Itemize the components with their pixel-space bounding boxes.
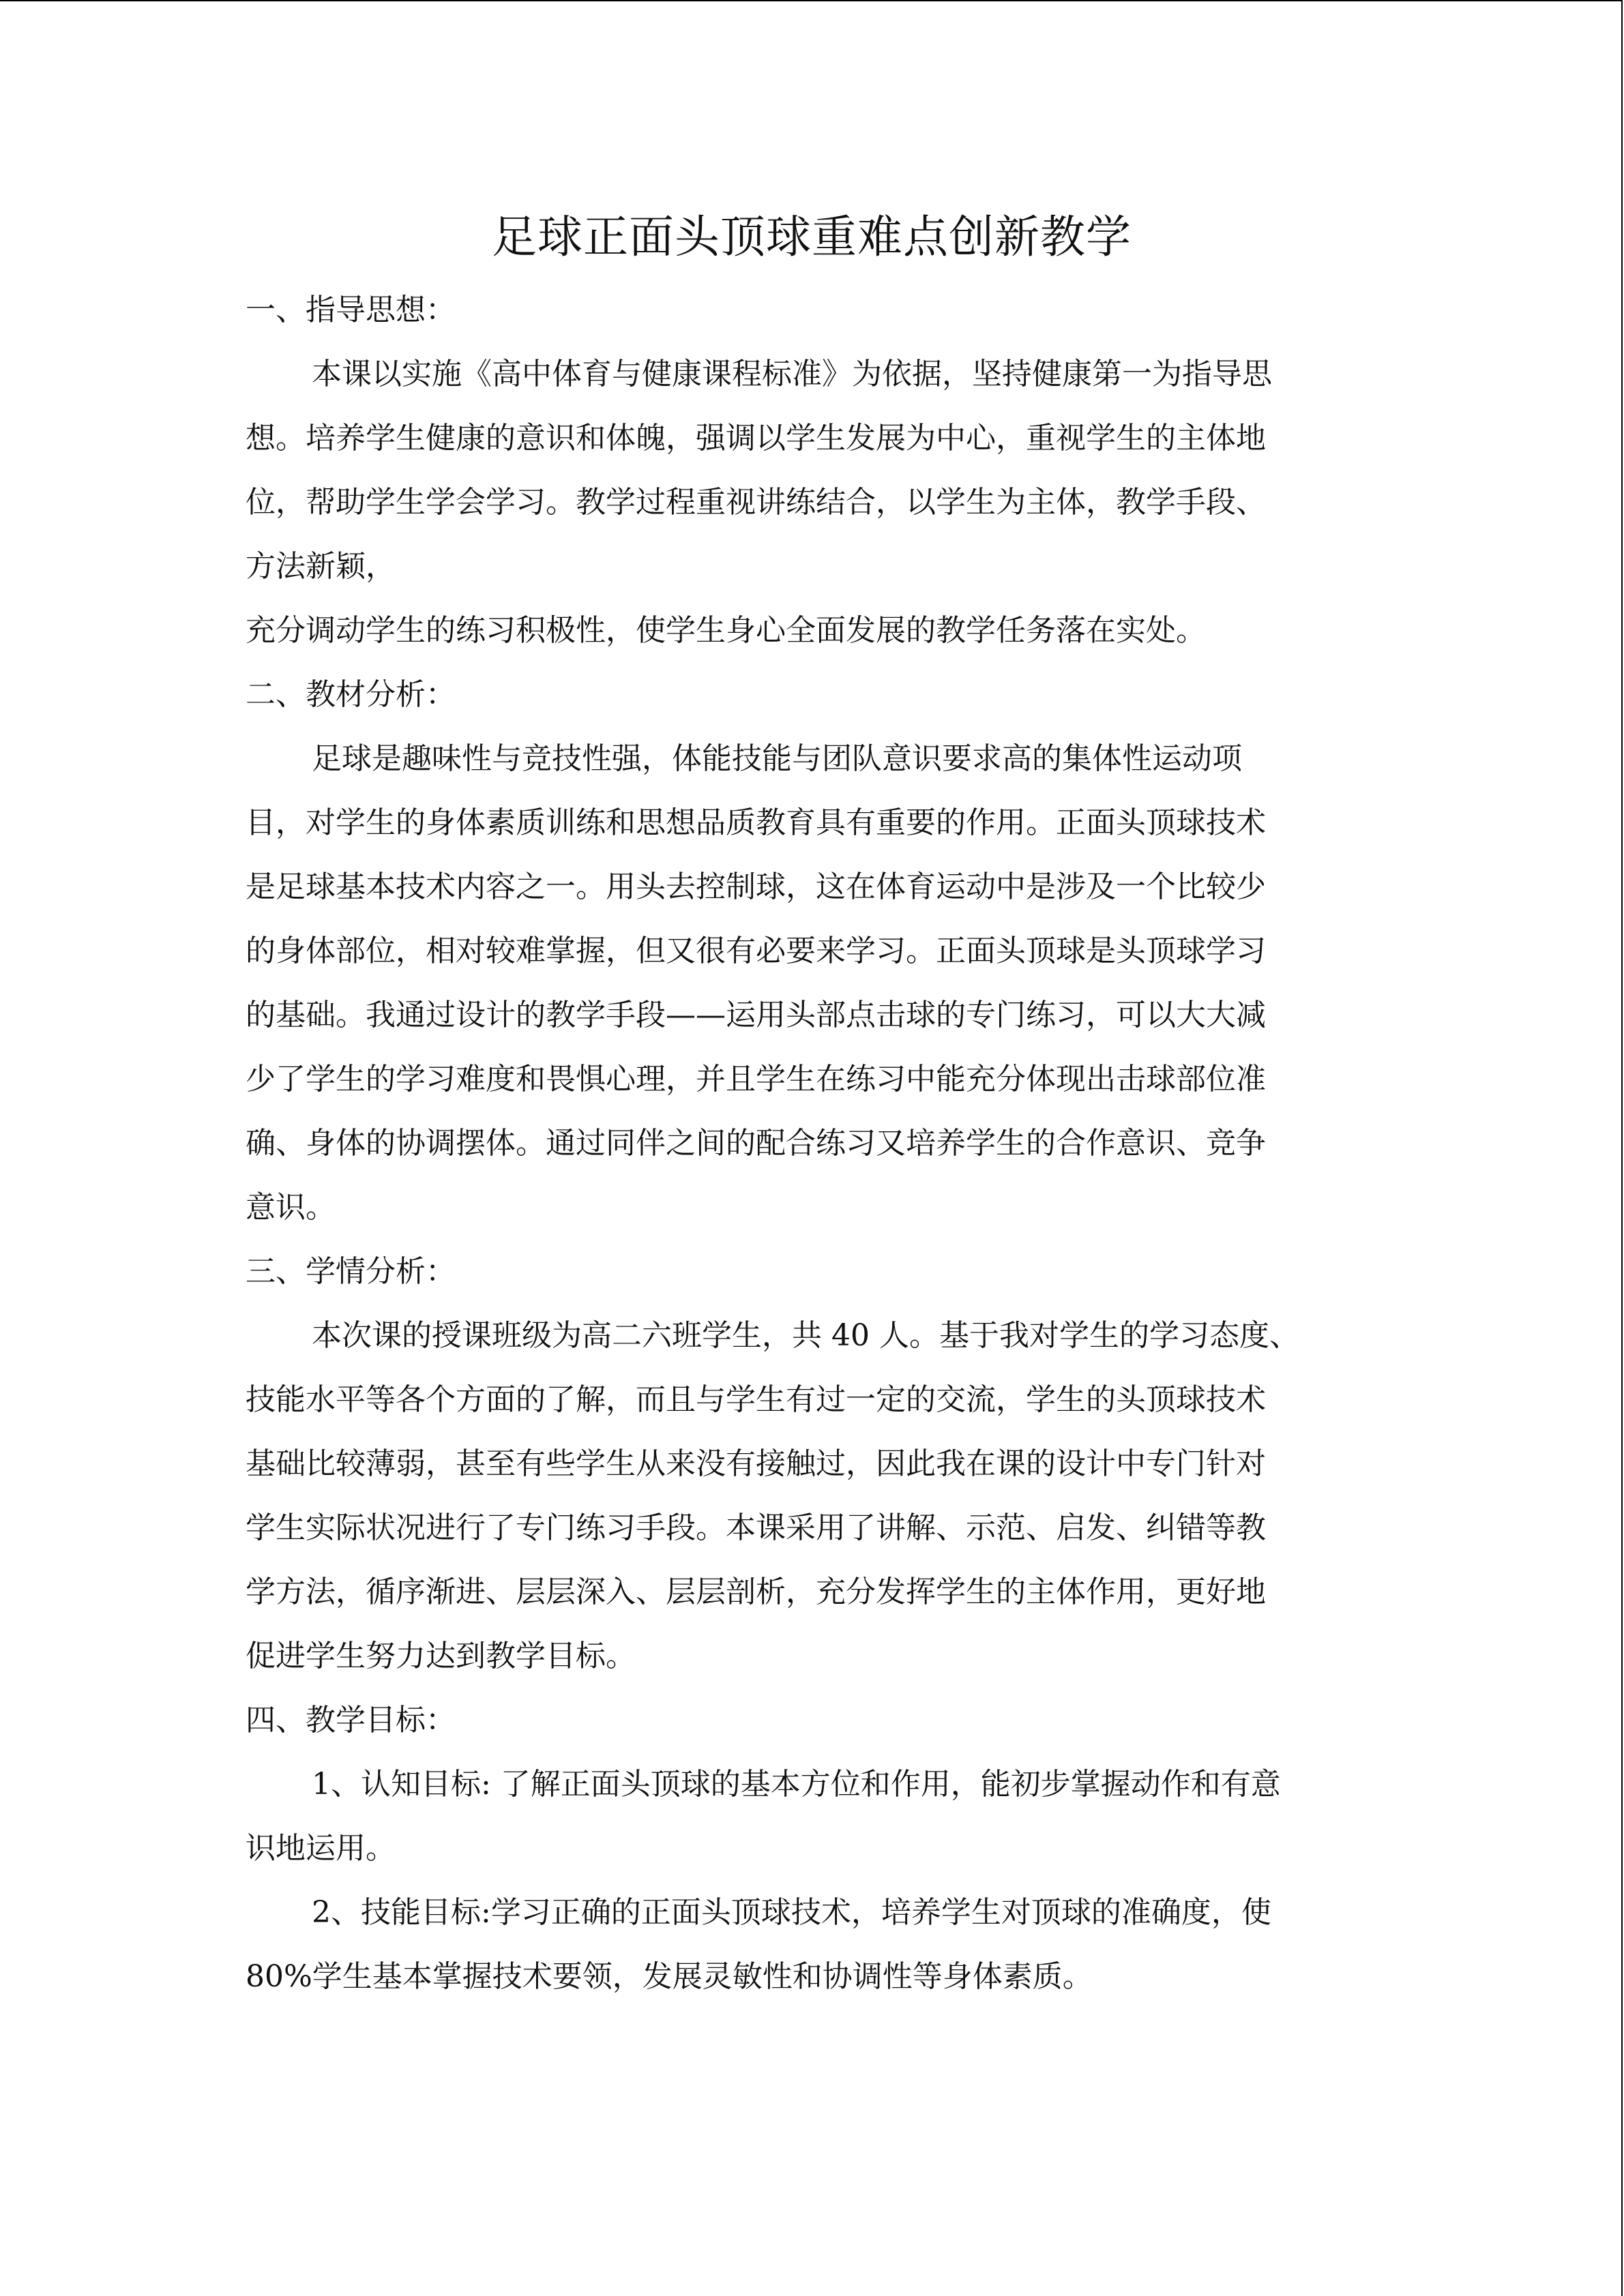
section-heading: 一、指导思想：	[246, 293, 456, 327]
document-title: 足球正面头顶球重难点创新教学	[492, 211, 1132, 263]
text-line: 目，对学生的身体素质训练和思想品质教育具有重要的作用。正面头顶球技术	[246, 805, 1266, 840]
text-line: 少了学生的学习难度和畏惧心理，并且学生在练习中能充分体现出击球部位准	[246, 1062, 1266, 1097]
text-line: 学生实际状况进行了专门练习手段。本课采用了讲解、示范、启发、纠错等教	[246, 1510, 1266, 1545]
paragraph	[246, 1304, 1378, 1688]
text-line: 2、技能目标:学习正确的正面头顶球技术，培养学生对顶球的准确度，使	[312, 1895, 1271, 1930]
document-body	[246, 205, 1378, 2009]
text-line: 识地运用。	[246, 1831, 396, 1866]
text-line: 想。培养学生健康的意识和体魄，强调以学生发展为中心，重视学生的主体地	[246, 421, 1266, 456]
text-line: 80%学生基本掌握技术要领，发展灵敏性和协调性等身体素质。	[246, 1959, 1093, 1994]
text-line: 确、身体的协调摆体。通过同伴之间的配合练习又培养学生的合作意识、竞争	[246, 1126, 1266, 1161]
text-line: 技能水平等各个方面的了解，而且与学生有过一定的交流，学生的头顶球技术	[246, 1382, 1266, 1417]
text-line: 本次课的授课班级为高二六班学生，共 40 人。基于我对学生的学习态度、	[312, 1318, 1299, 1353]
paragraph	[246, 599, 1378, 663]
text-line: 基础比较薄弱，甚至有些学生从来没有接触过，因此我在课的设计中专门针对	[246, 1446, 1266, 1481]
paragraph	[246, 1753, 1378, 1881]
text-line: 的基础。我通过设计的教学手段——运用头部点击球的专门练习，可以大大减	[246, 998, 1266, 1032]
paragraph	[246, 1881, 1378, 2009]
text-line: 充分调动学生的练习积极性，使学生身心全面发展的教学任务落在实处。	[246, 613, 1206, 648]
text-line: 的身体部位，相对较难掌握，但又很有必要来学习。正面头顶球是头顶球学习	[246, 934, 1266, 968]
text-line: 学方法，循序渐进、层层深入、层层剖析，充分发挥学生的主体作用，更好地	[246, 1575, 1266, 1609]
text-line: 意识。	[246, 1190, 336, 1225]
text-line: 是足球基本技术内容之一。用头去控制球，这在体育运动中是涉及一个比较少	[246, 869, 1266, 904]
paragraph	[246, 727, 1378, 1240]
text-line: 足球是趣味性与竞技性强，体能技能与团队意识要求高的集体性运动项	[312, 741, 1242, 776]
text-line: 位，帮助学生学会学习。教学过程重视讲练结合，以学生为主体，教学手段、	[246, 485, 1266, 520]
paragraph	[246, 342, 1378, 599]
text-line: 本课以实施《高中体育与健康课程标准》为依据，坚持健康第一为指导思	[312, 357, 1272, 391]
section-heading: 四、教学目标：	[246, 1703, 456, 1738]
section-heading: 三、学情分析：	[246, 1254, 456, 1289]
text-line: 1、认知目标: 了解正面头顶球的基本方位和作用，能初步掌握动作和有意	[312, 1767, 1281, 1802]
text-line: 方法新颖，	[246, 549, 396, 584]
text-line: 促进学生努力达到教学目标。	[246, 1639, 636, 1673]
section-heading: 二、教材分析：	[246, 677, 456, 712]
